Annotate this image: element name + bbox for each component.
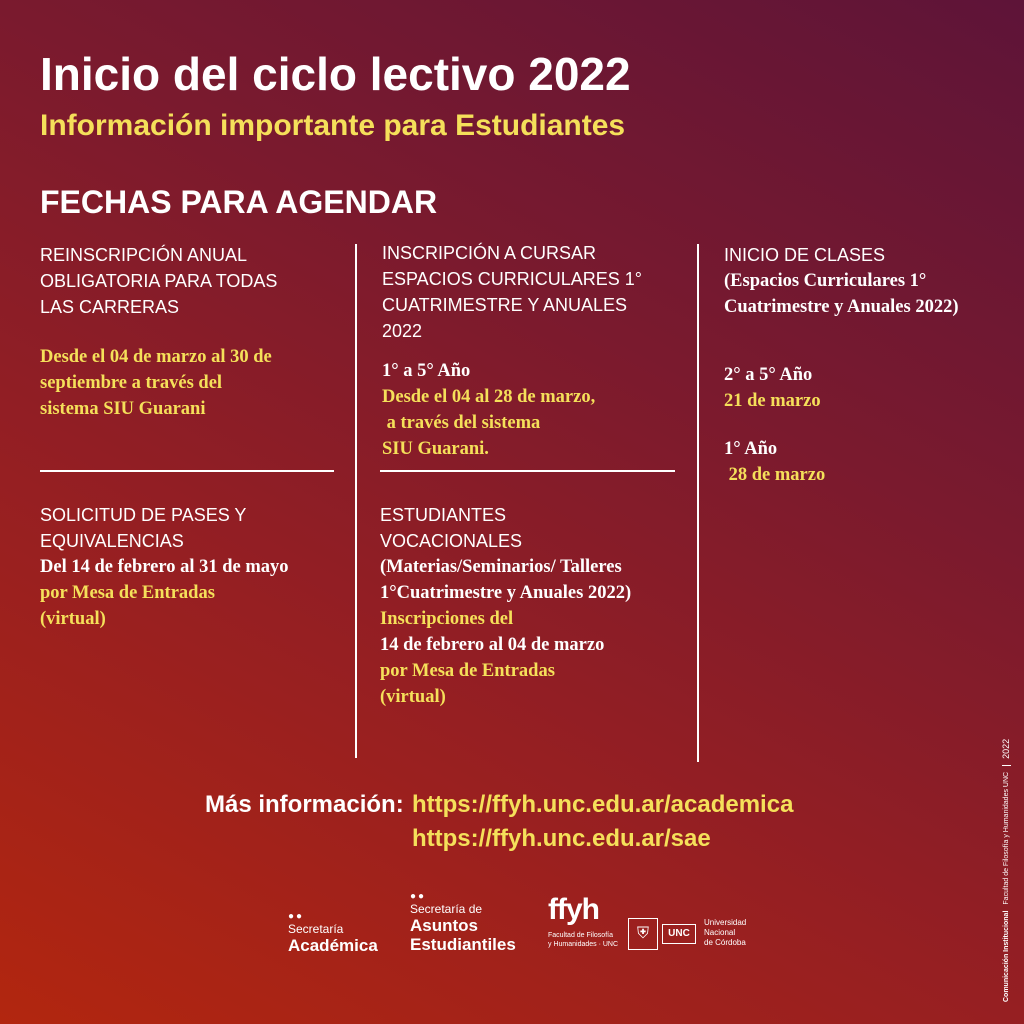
- vertical-credit: [1002, 739, 1011, 1002]
- inscripcion-detail: SIU Guarani.: [382, 439, 489, 459]
- logo-line: Asuntos: [410, 916, 478, 935]
- vocacionales-heading: VOCACIONALES: [380, 531, 523, 551]
- credit-comunicacion: Comunicación Institucional: [1003, 910, 1010, 1002]
- logo-line: Universidad: [704, 918, 747, 927]
- more-info-label: Más información:: [205, 791, 404, 818]
- ffyh-mark: ffyh: [548, 893, 599, 926]
- logo-line: Secretaría de: [410, 902, 483, 916]
- logo-line: Estudiantiles: [410, 935, 516, 954]
- dots-icon: ●●: [410, 891, 427, 902]
- vocacionales-label: Inscripciones del: [380, 609, 514, 629]
- page-subtitle: Información importante para Estudiantes: [40, 109, 626, 142]
- credit-year: 2022: [1002, 739, 1011, 766]
- inscripcion-block: [382, 240, 642, 462]
- vocacionales-detail: (virtual): [380, 687, 446, 707]
- reinscripcion-heading: LAS CARRERAS: [40, 297, 180, 317]
- pases-detail: (virtual): [40, 609, 106, 629]
- inscripcion-detail: a través del sistema: [382, 413, 541, 433]
- pases-heading: SOLICITUD DE PASES Y: [40, 505, 247, 525]
- clases-block: [724, 242, 958, 488]
- pases-heading: EQUIVALENCIAS: [40, 531, 184, 551]
- clases-heading: INICIO DE CLASES: [724, 245, 886, 265]
- inscripcion-heading: ESPACIOS CURRICULARES 1°: [382, 269, 642, 289]
- inscripcion-years: 1° a 5° Año: [382, 361, 471, 381]
- logo-line: de Córdoba: [704, 938, 746, 947]
- divider: [40, 470, 334, 472]
- logo-line: Facultad de Filosofía: [548, 932, 613, 939]
- unc-shield-icon: ⛨: [628, 918, 658, 950]
- divider: [380, 470, 675, 472]
- vocacionales-subheading: 1°Cuatrimestre y Anuales 2022): [380, 583, 632, 603]
- pases-detail: por Mesa de Entradas: [40, 583, 215, 603]
- clases-subheading: Cuatrimestre y Anuales 2022): [724, 297, 959, 317]
- logo-line: Nacional: [704, 928, 736, 937]
- logo-line: y Humanidades · UNC: [548, 941, 619, 948]
- logo-ffyh: [548, 893, 618, 949]
- vocacionales-block: [380, 502, 631, 710]
- credit-facultad: Facultad de Filosofía y Humanidades UNC: [1003, 771, 1010, 905]
- column-divider: [355, 244, 357, 758]
- vocacionales-detail: por Mesa de Entradas: [380, 661, 555, 681]
- unc-badge: UNC: [662, 924, 696, 944]
- reinscripcion-detail: septiembre a través del: [40, 373, 223, 393]
- section-title: FECHAS PARA AGENDAR: [40, 184, 438, 220]
- vocacionales-subheading: (Materias/Seminarios/ Talleres: [380, 557, 622, 577]
- logo-line: Secretaría: [288, 922, 344, 936]
- link-academica[interactable]: https://ffyh.unc.edu.ar/academica: [412, 791, 794, 818]
- unc-text: [704, 918, 746, 948]
- reinscripcion-detail: Desde el 04 de marzo al 30 de: [40, 347, 272, 367]
- page-title: Inicio del ciclo lectivo 2022: [40, 48, 631, 100]
- pases-dates: Del 14 de febrero al 31 de mayo: [40, 557, 289, 577]
- clases-subheading: (Espacios Curriculares 1°: [724, 271, 927, 291]
- clases-years: 1° Año: [724, 439, 778, 459]
- logo-asuntos-estudiantiles: [410, 892, 516, 954]
- reinscripcion-heading: REINSCRIPCIÓN ANUAL: [40, 245, 248, 265]
- clases-date: 21 de marzo: [724, 391, 821, 411]
- column-divider: [697, 244, 699, 762]
- clases-date: 28 de marzo: [724, 465, 826, 485]
- pases-block: [40, 502, 289, 632]
- inscripcion-heading: 2022: [382, 321, 423, 341]
- inscripcion-heading: CUATRIMESTRE Y ANUALES: [382, 295, 628, 315]
- inscripcion-detail: Desde el 04 al 28 de marzo,: [382, 387, 596, 407]
- reinscripcion-block: [40, 242, 277, 422]
- vocacionales-heading: ESTUDIANTES: [380, 505, 507, 525]
- vocacionales-dates: 14 de febrero al 04 de marzo: [380, 635, 605, 655]
- dots-icon: ●●: [288, 911, 305, 922]
- inscripcion-heading: INSCRIPCIÓN A CURSAR: [382, 243, 597, 263]
- reinscripcion-heading: OBLIGATORIA PARA TODAS: [40, 271, 278, 291]
- link-sae[interactable]: https://ffyh.unc.edu.ar/sae: [412, 825, 711, 852]
- logo-line: Académica: [288, 936, 378, 955]
- logo-secretaria-academica: [288, 912, 378, 956]
- reinscripcion-detail: sistema SIU Guarani: [40, 399, 206, 419]
- clases-years: 2° a 5° Año: [724, 365, 813, 385]
